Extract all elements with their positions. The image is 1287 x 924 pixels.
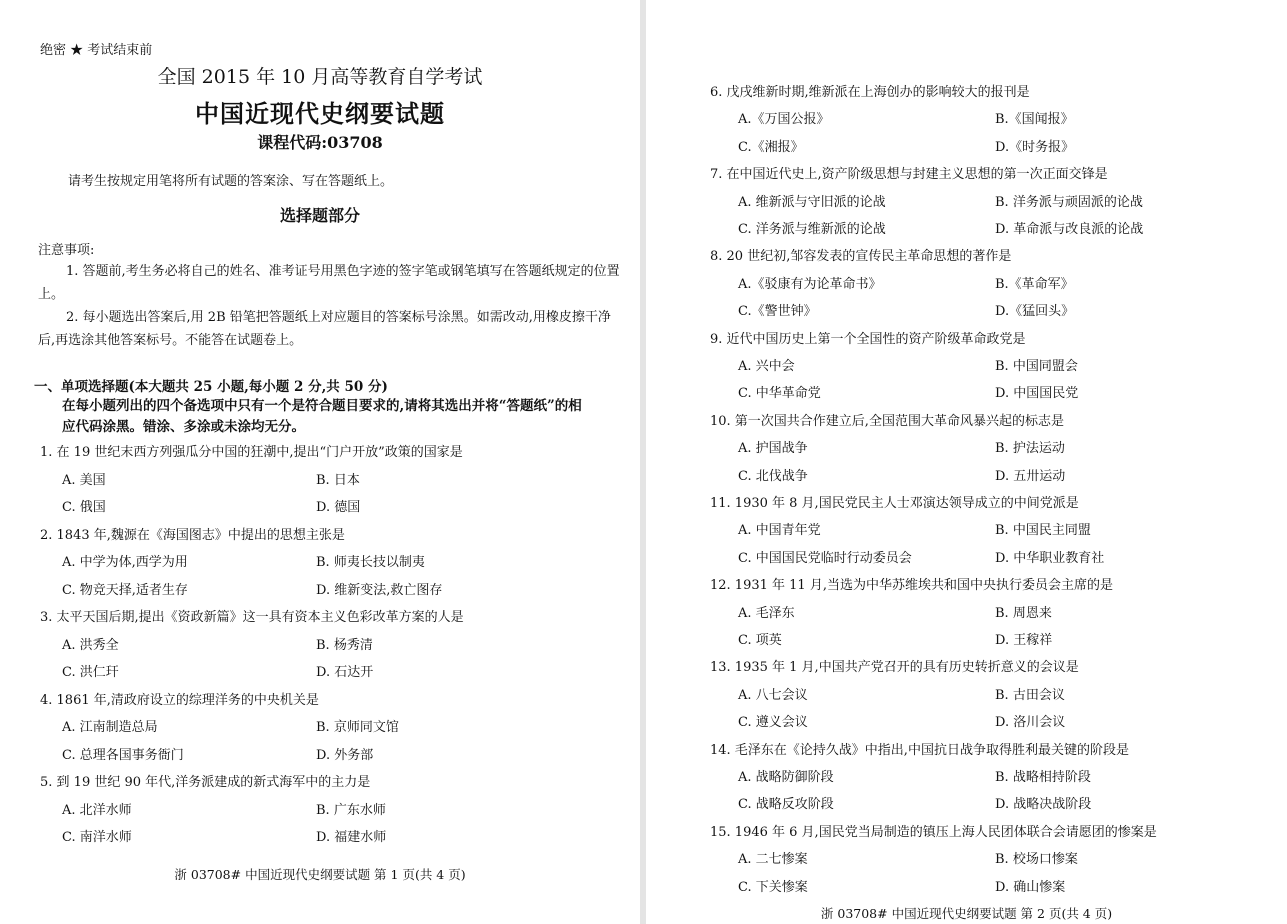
part-description: 在每小题列出的四个备选项中只有一个是符合题目要求的,请将其选出并将“答题纸”的相应代码涂黑。错涂、多涂或未涂均无分。 [62,398,582,435]
part-heading: 一、单项选择题(本大题共 25 小题,每小题 2 分,共 50 分) [34,379,388,395]
option-b: B.《国闻报》 [995,112,1074,128]
option-a: A. 江南制造总局 [62,720,158,735]
page-footer: 浙 03708# 中国近现代史纲要试题 第 2 页(共 4 页) [820,906,1113,921]
question-stem: 8. 20 世纪初,邹容发表的宣传民主革命思想的著作是 [710,249,1012,265]
section-title: 选择题部分 [279,206,360,225]
option-c: C. 北伐战争 [738,468,808,484]
option-c: C. 遵义会议 [738,715,808,731]
option-c: C. 中国国民党临时行动委员会 [738,550,912,566]
option-a: A. 战略防御阶段 [738,770,834,785]
option-c: C. 洪仁玕 [62,665,119,680]
option-a: A. 毛泽东 [738,605,795,621]
option-d: D. 中华职业教育社 [995,550,1105,566]
option-a: A. 中学为体,西学为用 [62,555,188,570]
course-code: 课程代码:03708 [257,133,383,152]
option-c: C. 中华革命党 [738,386,821,402]
option-d: D. 战略决战阶段 [995,797,1092,813]
exam-page-2 [646,0,1287,924]
note-2: 2. 每小题选出答案后,用 2B 铅笔把答题纸上对应题目的答案标号涂黑。如需改动,用橡皮擦干净后,再选涂其他答案标号。不能答在试题卷上。 [38,310,611,348]
option-d: D. 五卅运动 [995,468,1066,484]
option-d: D. 石达开 [316,665,374,680]
option-c: C. 总理各国事务衙门 [62,747,184,763]
option-d: D. 维新变法,救亡图存 [316,582,443,598]
question-stem: 11. 1930 年 8 月,国民党民主人士邓演达领导成立的中间党派是 [710,496,1079,511]
option-d: D. 外务部 [316,747,374,763]
option-a: A. 美国 [62,472,106,488]
option-c: C. 南洋水师 [62,830,132,845]
option-b: B. 战略相持阶段 [995,770,1091,785]
option-c: C. 项英 [738,633,782,648]
question-stem: 15. 1946 年 6 月,国民党当局制造的镇压上海人民团体联合会请愿团的惨案是 [710,824,1157,840]
option-b: B. 中国民主同盟 [995,523,1091,539]
option-d: D. 德国 [316,500,361,515]
option-d: D.《时务报》 [995,139,1075,155]
option-c: C. 洋务派与维新派的论战 [738,222,886,237]
question-stem: 6. 戊戌维新时期,维新派在上海创办的影响较大的报刊是 [710,85,1030,100]
option-b: B. 杨秀清 [316,637,373,653]
option-d: D. 洛川会议 [995,715,1066,731]
option-b: B. 师夷长技以制夷 [316,555,425,570]
option-c: C. 战略反攻阶段 [738,797,834,813]
confidential-label: 绝密 ★ 考试结束前 [40,43,153,58]
option-d: D. 确山惨案 [995,879,1066,895]
option-a: A. 中国青年党 [738,523,821,539]
option-b: B. 校场口惨案 [995,852,1078,868]
option-c: C.《警世钟》 [738,304,817,320]
option-a: A. 维新派与守旧派的论战 [738,194,886,210]
option-a: A. 洪秀全 [62,637,119,653]
note-1: 1. 答题前,考生务必将自己的姓名、准考证号用黑色字迹的签字笔或钢笔填写在答题纸规定的位置上。 [38,264,620,302]
option-a: A. 护国战争 [738,441,808,457]
option-b: B.《革命军》 [995,276,1074,292]
question-stem: 3. 太平天国后期,提出《资政新篇》这一具有资本主义色彩改革方案的人是 [40,610,464,625]
option-b: B. 洋务派与顽固派的论战 [995,194,1143,210]
option-b: B. 中国同盟会 [995,359,1078,374]
option-d: D. 中国国民党 [995,386,1079,402]
option-a: A. 二七惨案 [738,852,808,868]
question-stem: 1. 在 19 世纪末西方列强瓜分中国的狂潮中,提出“门户开放”政策的国家是 [40,445,463,460]
option-a: A. 八七会议 [738,687,808,703]
option-d: D. 福建水师 [316,830,387,845]
question-stem: 9. 近代中国历史上第一个全国性的资产阶级革命政党是 [710,331,1026,347]
option-d: D. 王稼祥 [995,633,1053,648]
page-footer: 浙 03708# 中国近现代史纲要试题 第 1 页(共 4 页) [174,867,466,882]
question-stem: 10. 第一次国共合作建立后,全国范围大革命风暴兴起的标志是 [710,413,1064,429]
option-b: B. 周恩来 [995,605,1052,621]
exam-title: 全国 2015 年 10 月高等教育自学考试 [157,66,483,88]
option-b: B. 古田会议 [995,687,1065,703]
option-d: D.《猛回头》 [995,304,1075,320]
question-stem: 5. 到 19 世纪 90 年代,洋务派建成的新式海军中的主力是 [40,775,371,790]
option-a: A.《万国公报》 [738,112,830,128]
option-c: C. 下关惨案 [738,879,808,895]
question-stem: 4. 1861 年,清政府设立的综理洋务的中央机关是 [40,692,319,708]
option-a: A. 兴中会 [738,359,795,374]
option-b: B. 护法运动 [995,441,1065,457]
question-stem: 12. 1931 年 11 月,当选为中华苏维埃共和国中央执行委员会主席的是 [710,578,1113,594]
option-b: B. 京师同文馆 [316,720,399,735]
option-b: B. 广东水师 [316,802,386,818]
option-a: A. 北洋水师 [62,802,132,818]
question-stem: 7. 在中国近代史上,资产阶级思想与封建主义思想的第一次正面交锋是 [710,167,1108,183]
option-d: D. 革命派与改良派的论战 [995,222,1144,237]
answer-instruction: 请考生按规定用笔将所有试题的答案涂、写在答题纸上。 [68,174,394,189]
option-c: C.《湘报》 [738,139,804,155]
option-a: A.《驳康有为论革命书》 [738,276,882,292]
option-b: B. 日本 [316,472,360,488]
paper-title: 中国近现代史纲要试题 [195,99,445,128]
notes-heading: 注意事项: [38,243,95,258]
exam-page-1 [0,0,640,924]
question-stem: 13. 1935 年 1 月,中国共产党召开的具有历史转折意义的会议是 [710,660,1079,676]
option-c: C. 俄国 [62,500,106,515]
question-stem: 14. 毛泽东在《论持久战》中指出,中国抗日战争取得胜利最关键的阶段是 [710,742,1129,758]
question-stem: 2. 1843 年,魏源在《海国图志》中提出的思想主张是 [40,527,345,543]
option-c: C. 物竞天择,适者生存 [62,582,188,598]
